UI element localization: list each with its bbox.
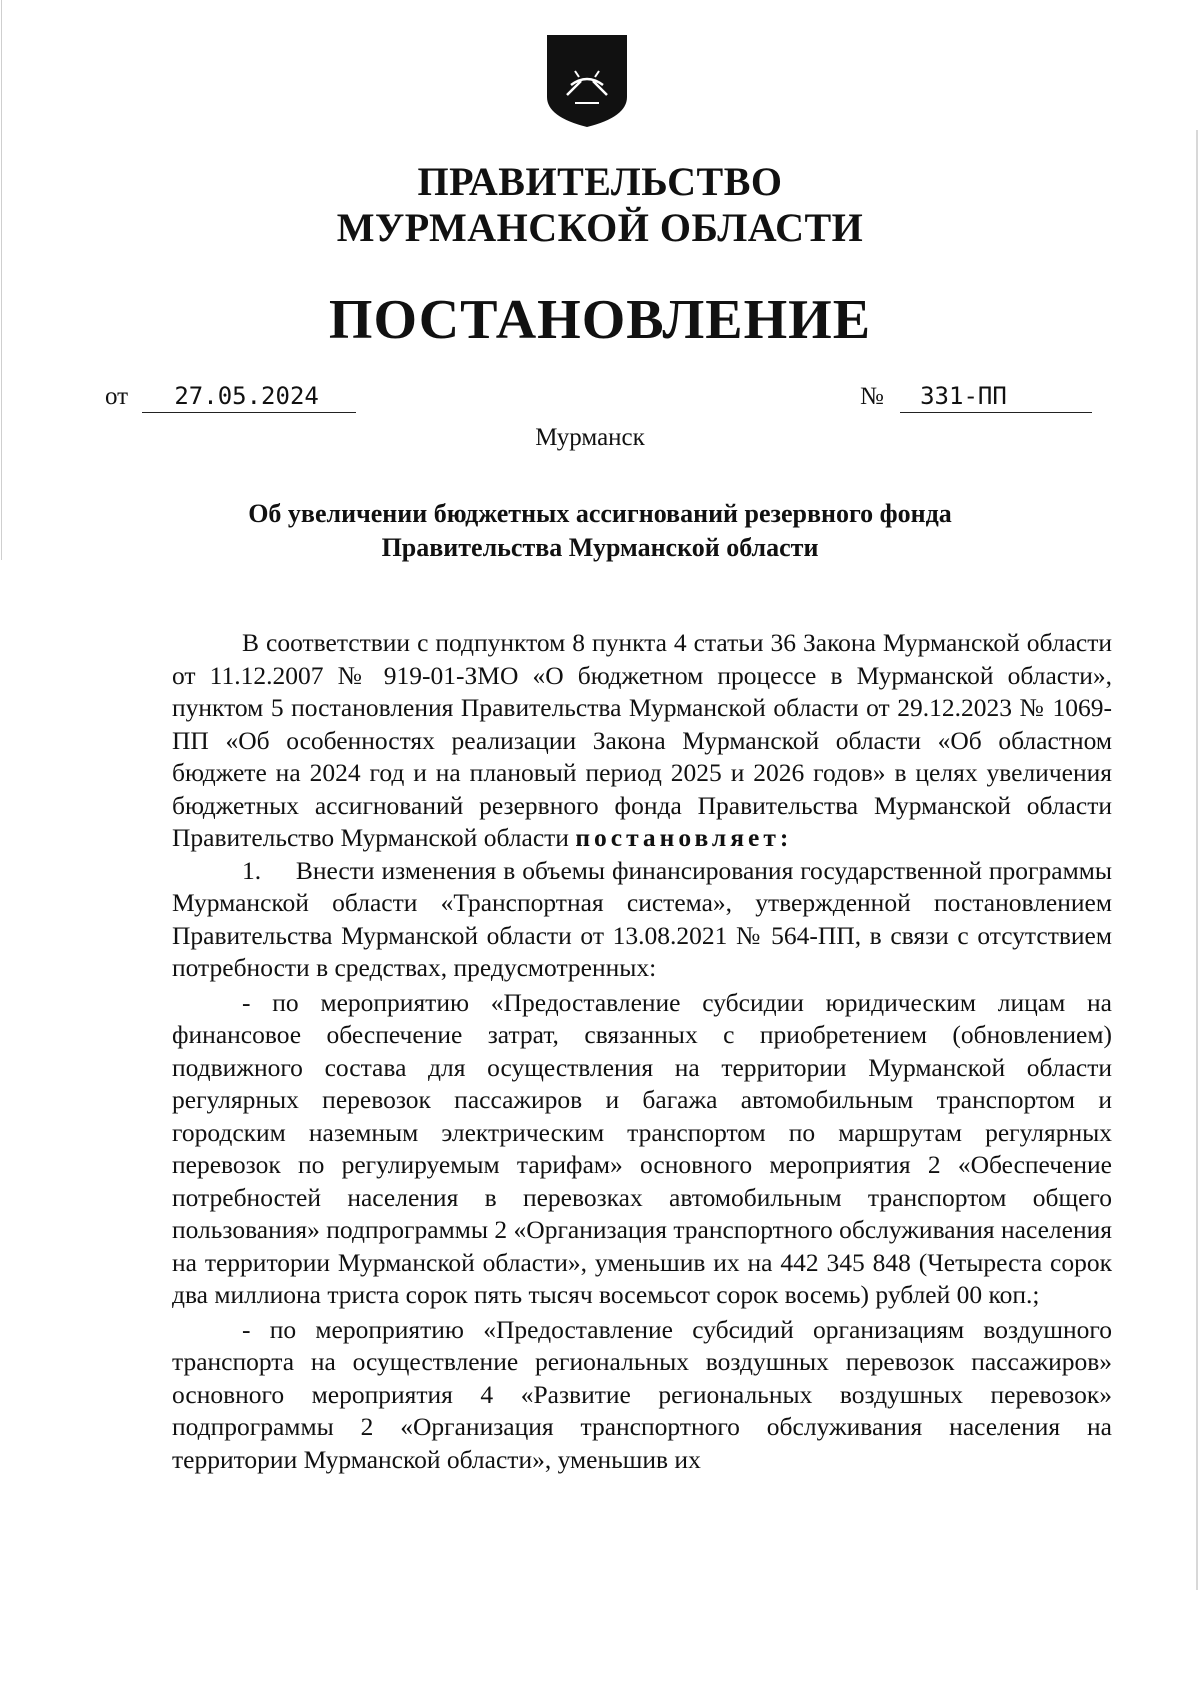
government-title-line2: МУРМАНСКОЙ ОБЛАСТИ	[336, 205, 864, 250]
subitem-1-paragraph: - по мероприятию «Предоставление субсидии юридическим лицам на финансовое обеспечение затрат, связанных с приобретением (обновлением) подвижного состава для осуществления на территории Мурманской области регулярных перевозок пассажиров и багажа автомобильным транспортом и городским наземным электрическим транспортом по маршрутам регулярных перевозок по регулируемым тарифам» основного мероприятия 2 «Обеспечение потребностей населения в перевозках автомобильным транспортом общего пользования» подпрограммы 2 «Организация транспортного обслуживания населения на территории Мурманской области», уменьшив их на 442 345 848 (Четыреста сорок два миллиона триста сорок пять тысяч восемьсот сорок восемь) рублей 00 коп.;	[172, 987, 1112, 1309]
number-field	[860, 382, 1092, 413]
date-field	[105, 382, 356, 413]
city: Мурманск	[535, 424, 645, 451]
subject-line2: Правительства Мурманской области	[381, 533, 819, 562]
date-value: 27.05.2024	[142, 382, 356, 413]
government-title-line1: ПРАВИТЕЛЬСТВО	[417, 159, 783, 204]
number-label: №	[860, 383, 884, 410]
subject-line1: Об увеличении бюджетных ассигнований резервного фонда	[248, 499, 952, 528]
document-subject	[0, 497, 1200, 565]
decree-word: постановляет:	[575, 823, 793, 852]
scan-edge-left	[1, 0, 2, 560]
document-body	[172, 627, 1112, 1476]
preamble-paragraph	[172, 627, 1112, 855]
number-value: 331-ПП	[900, 382, 1092, 413]
item-1-paragraph: 1. Внести изменения в объемы финансирования государственной программы Мурманской области «Транспортная система», утвержденной постановлением Правительства Мурманской области от 13.08.2021 № 564-ПП, в связи с отсутствием потребности в средствах, предусмотренных:	[172, 855, 1112, 982]
subitem-2-paragraph: - по мероприятию «Предоставление субсидий организациям воздушного транспорта на осуществление региональных воздушных перевозок пассажиров» основного мероприятия 4 «Развитие региональных воздушных перевозок» подпрограммы 2 «Организация транспортного обслуживания населения на территории Мурманской области», уменьшив их	[172, 1314, 1112, 1474]
document-type: ПОСТАНОВЛЕНИЕ	[328, 289, 872, 351]
date-label: от	[105, 383, 129, 410]
murmansk-coat-of-arms-icon	[545, 33, 629, 129]
preamble-text: В соответствии с подпунктом 8 пункта 4 статьи 36 Закона Мурманской области от 11.12.2007 № 919-01-ЗМО «О бюджетном процессе в Мурманской области», пунктом 5 постановления Правительства Мурманской области от 29.12.2023 № 1069-ПП «Об особенностях реализации Закона Мурманской области «Об областном бюджете на 2024 год и на плановый период 2025 и 2026 годов» в целях увеличения бюджетных ассигнований резервного фонда Правительства Мурманской области Правительство Мурманской области	[172, 628, 1112, 852]
